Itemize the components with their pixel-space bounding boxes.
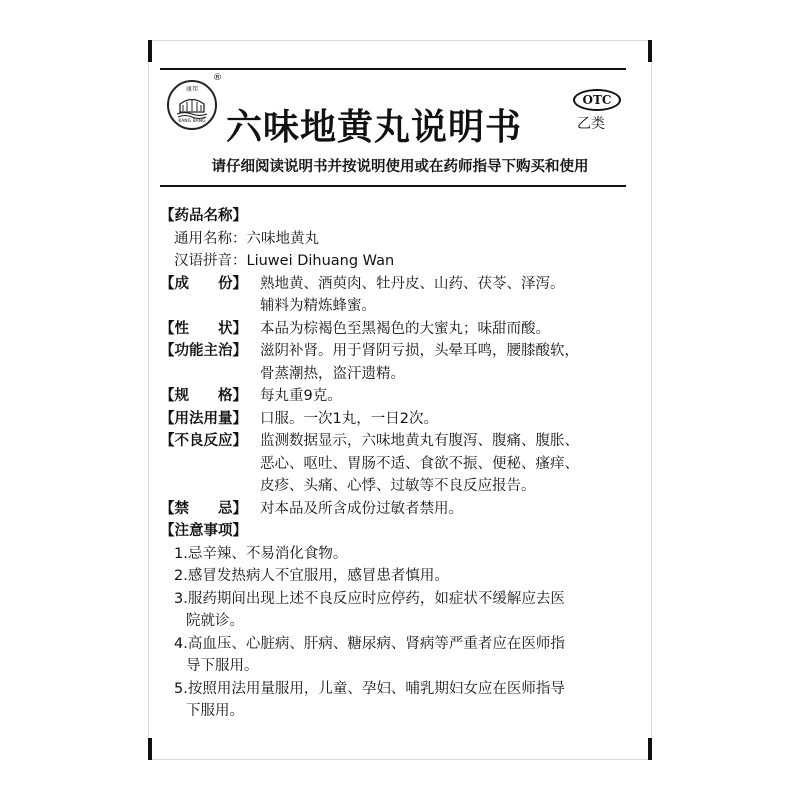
section-specification [160,385,630,408]
section-precautions-heading [160,520,630,543]
section-drug-name-heading [160,205,630,228]
ingredients-label: 【成 份】 [160,275,247,292]
precaution-line: 5.按照用法用量服用，儿童、孕妇、哺乳期妇女应在医师指导 [174,680,565,697]
precaution-line: 院就诊。 [186,613,244,629]
precaution-line: 2.感冒发热病人不宜服用，感冒患者慎用。 [174,568,449,584]
brand-logo [167,80,217,130]
generic-name-label: 通用名称： [174,230,247,247]
header-bottom-rule [160,185,626,187]
section-ingredients [160,273,630,318]
logo-text: 康邦 [185,86,198,93]
pinyin-label: 汉语拼音： [174,253,247,269]
section-contraindications [160,498,630,521]
precaution-item [174,678,630,723]
specification-label: 【规 格】 [160,388,247,404]
precaution-line: 导下服用。 [186,658,259,674]
logo-english-text: KANG BANG [178,119,206,124]
precaution-line: 4.高血压、心脏病、肝病、糖尿病、肾病等严重者应在医师指 [174,635,565,652]
generic-name-value: 六味地黄丸 [246,230,319,247]
pinyin-row [160,250,630,273]
otc-badge: OTC [573,89,621,111]
crop-mark-bottom-left [148,738,152,760]
crop-mark-top-left [148,40,152,62]
section-dosage [160,408,630,431]
crop-mark-bottom-right [648,738,652,760]
ingredients-line: 辅料为精炼蜂蜜。 [260,298,376,314]
otc-category: 乙类 [577,116,605,132]
contraindications-label: 【禁 忌】 [160,500,247,517]
properties-label: 【性 状】 [160,320,247,337]
header-top-rule [160,68,626,70]
precaution-item [174,565,630,588]
usage-notice: 请仔细阅读说明书并按说明使用或在药师指导下购买和使用 [211,159,589,175]
indications-label: 【功能主治】 [160,343,247,359]
precaution-line: 下服用。 [186,703,244,719]
section-properties [160,318,630,341]
specification-text: 每丸重9克。 [260,388,342,404]
pinyin-value: Liuwei Dihuang Wan [246,253,395,269]
adverse-line: 皮疹、头痛、心悸、过敏等不良反应报告。 [260,478,536,494]
precaution-item [174,543,630,566]
indications-line: 骨蒸潮热，盗汗遗精。 [260,365,405,382]
crop-mark-top-right [648,40,652,62]
dosage-label: 【用法用量】 [160,410,247,427]
ingredients-line: 熟地黄、酒萸肉、牡丹皮、山药、茯苓、泽泻。 [260,275,565,292]
adverse-label: 【不良反应】 [160,433,247,449]
leaflet-content [160,205,630,723]
section-adverse-reactions [160,430,630,498]
precaution-line: 1.忌辛辣、不易消化食物。 [174,545,348,562]
properties-text: 本品为棕褐色至黑褐色的大蜜丸；味甜而酸。 [260,320,550,337]
registered-mark: ® [213,73,222,83]
adverse-line: 恶心、呕吐、胃肠不适、食欲不振、便秘、瘙痒、 [260,455,579,472]
precaution-item [174,633,630,678]
page-title: 六味地黄丸说明书 [226,106,523,148]
dosage-text: 口服。一次1丸，一日2次。 [260,410,438,427]
precautions-label: 【注意事项】 [160,523,247,539]
adverse-line: 监测数据显示，六味地黄丸有腹泻、腹痛、腹胀、 [260,433,579,449]
precaution-line: 3.服药期间出现上述不良反应时应停药，如症状不缓解应去医 [174,590,565,607]
precaution-item [174,588,630,633]
contraindications-text: 对本品及所含成份过敏者禁用。 [260,500,463,517]
indications-line: 滋阴补肾。用于肾阴亏损，头晕耳鸣，腰膝酸软， [260,343,579,359]
section-indications [160,340,630,385]
generic-name-row [160,228,630,251]
drug-name-label: 【药品名称】 [160,208,247,224]
precautions-list [160,543,630,723]
